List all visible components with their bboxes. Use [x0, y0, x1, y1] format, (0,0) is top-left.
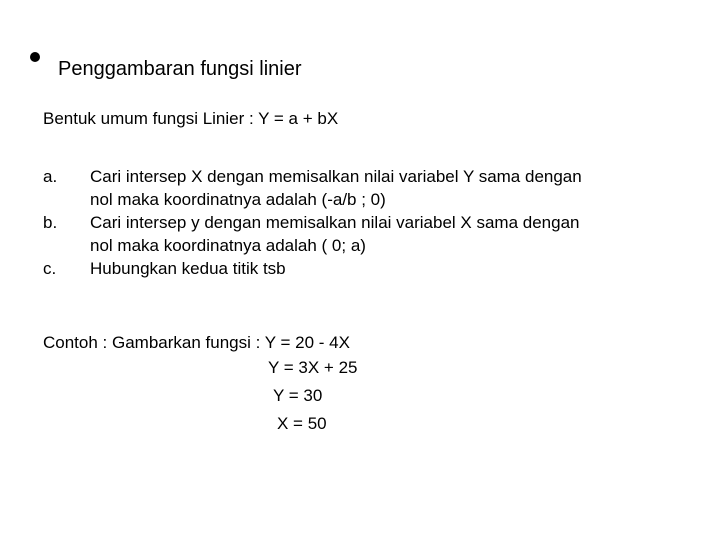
example-equation: Y = 30 [273, 386, 323, 405]
example-intro: Contoh : Gambarkan fungsi : Y = 20 - 4X [43, 333, 350, 352]
general-form-text: Bentuk umum fungsi Linier : Y = a + bX [43, 109, 339, 128]
list-item-text: Cari intersep X dengan memisalkan nilai variabel Y sama dengan nol maka koordinatnya adalah (-a/b ; 0) [90, 167, 582, 209]
list-item [43, 165, 683, 211]
list-item [43, 257, 683, 280]
list-item-text: Hubungkan kedua titik tsb [90, 259, 286, 278]
list-marker: a. [43, 167, 58, 186]
list-marker: b. [43, 213, 58, 232]
steps-list [43, 165, 683, 280]
list-item-text: Cari intersep y dengan memisalkan nilai variabel X sama dengan nol maka koordinatnya adalah ( 0; a) [90, 213, 580, 255]
list-item [43, 211, 683, 257]
slide-title: Penggambaran fungsi linier [58, 58, 302, 80]
example-equation: Y = 3X + 25 [268, 358, 358, 377]
bullet-icon [30, 52, 40, 62]
title-row [30, 52, 302, 81]
example-equation: X = 50 [277, 414, 327, 433]
list-marker: c. [43, 259, 57, 278]
example-block [43, 329, 350, 357]
